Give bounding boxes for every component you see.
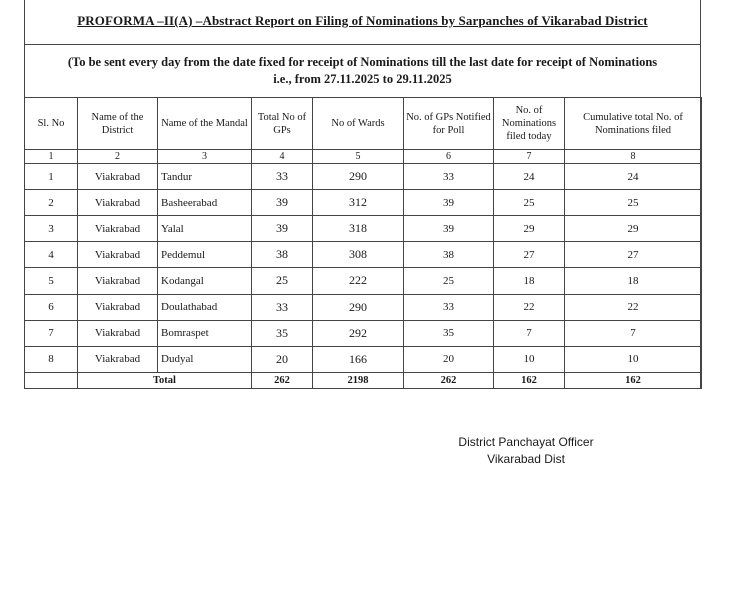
column-number: 4	[252, 150, 313, 164]
cell-gps-notified: 35	[404, 320, 494, 346]
column-number: 5	[313, 150, 404, 164]
cell-sl-no: 8	[25, 346, 78, 372]
cell-total-gps: 39	[252, 216, 313, 242]
column-number: 3	[158, 150, 252, 164]
signature-designation: District Panchayat Officer	[458, 435, 594, 449]
table-row	[25, 268, 702, 294]
subtitle-line-2: i.e., from 27.11.2025 to 29.11.2025	[273, 72, 452, 86]
cell-total-gps: 38	[252, 242, 313, 268]
total-row	[25, 372, 702, 388]
cell-mandal: Basheerabad	[158, 190, 252, 216]
cell-gps-notified: 20	[404, 346, 494, 372]
cell-total-gps: 20	[252, 346, 313, 372]
nominations-table	[24, 97, 702, 389]
cell-total-gps: 25	[252, 268, 313, 294]
cell-district: Viakrabad	[78, 346, 158, 372]
cell-sl-no: 6	[25, 294, 78, 320]
total-nominations-today: 162	[494, 372, 565, 388]
cell-cumulative: 25	[565, 190, 702, 216]
header-gps-notified: No. of GPs Notified for Poll	[404, 98, 494, 150]
header-district: Name of the District	[78, 98, 158, 150]
table-row	[25, 164, 702, 190]
cell-total-gps: 33	[252, 294, 313, 320]
cell-district: Viakrabad	[78, 164, 158, 190]
table-row	[25, 346, 702, 372]
cell-district: Viakrabad	[78, 294, 158, 320]
subtitle	[24, 54, 701, 88]
cell-mandal: Peddemul	[158, 242, 252, 268]
subtitle-line-1: (To be sent every day from the date fixed for receipt of Nominations till the last date for receipt of Nominations	[67, 55, 658, 69]
cell-sl-no: 4	[25, 242, 78, 268]
cell-gps-notified: 38	[404, 242, 494, 268]
cell-sl-no: 3	[25, 216, 78, 242]
cell-sl-no: 1	[25, 164, 78, 190]
cell-nominations-today: 18	[494, 268, 565, 294]
cell-sl-no: 5	[25, 268, 78, 294]
cell-nominations-today: 22	[494, 294, 565, 320]
cell-gps-notified: 39	[404, 216, 494, 242]
total-label: Total	[78, 372, 252, 388]
cell-wards: 166	[313, 346, 404, 372]
cell-gps-notified: 25	[404, 268, 494, 294]
column-number: 6	[404, 150, 494, 164]
total-cumulative: 162	[565, 372, 702, 388]
cell-mandal: Yalal	[158, 216, 252, 242]
cell-district: Viakrabad	[78, 320, 158, 346]
cell-wards: 290	[313, 164, 404, 190]
cell-sl-no: 2	[25, 190, 78, 216]
header-mandal: Name of the Mandal	[158, 98, 252, 150]
table-row	[25, 190, 702, 216]
column-number: 1	[25, 150, 78, 164]
header-total-gps: Total No of GPs	[252, 98, 313, 150]
header-wards: No of Wards	[313, 98, 404, 150]
cell-mandal: Tandur	[158, 164, 252, 190]
document-title: PROFORMA –II(A) –Abstract Report on Filing of Nominations by Sarpanches of Vikarabad District	[77, 13, 648, 28]
column-number: 2	[78, 150, 158, 164]
cell-cumulative: 18	[565, 268, 702, 294]
cell-total-gps: 39	[252, 190, 313, 216]
table-row	[25, 242, 702, 268]
cell-cumulative: 7	[565, 320, 702, 346]
signature-block	[436, 434, 616, 468]
signature-office: Vikarabad Dist	[487, 452, 565, 466]
cell-nominations-today: 7	[494, 320, 565, 346]
table-row	[25, 216, 702, 242]
table-row	[25, 320, 702, 346]
cell-cumulative: 27	[565, 242, 702, 268]
cell-wards: 318	[313, 216, 404, 242]
cell-mandal: Bomraspet	[158, 320, 252, 346]
header-row	[25, 98, 702, 150]
cell-district: Viakrabad	[78, 268, 158, 294]
cell-gps-notified: 33	[404, 294, 494, 320]
cell-wards: 308	[313, 242, 404, 268]
cell-mandal: Dudyal	[158, 346, 252, 372]
total-wards: 2198	[313, 372, 404, 388]
table-row	[25, 294, 702, 320]
cell-nominations-today: 27	[494, 242, 565, 268]
cell-nominations-today: 25	[494, 190, 565, 216]
cell-nominations-today: 24	[494, 164, 565, 190]
cell-nominations-today: 29	[494, 216, 565, 242]
cell-gps-notified: 39	[404, 190, 494, 216]
column-number: 8	[565, 150, 702, 164]
total-gps: 262	[252, 372, 313, 388]
cell-cumulative: 29	[565, 216, 702, 242]
header-nominations-today: No. of Nominations filed today	[494, 98, 565, 150]
title-row	[24, 0, 701, 45]
column-number-row	[25, 150, 702, 164]
cell-cumulative: 24	[565, 164, 702, 190]
cell-cumulative: 22	[565, 294, 702, 320]
cell-gps-notified: 33	[404, 164, 494, 190]
cell-cumulative: 10	[565, 346, 702, 372]
total-blank-cell	[25, 372, 78, 388]
cell-district: Viakrabad	[78, 216, 158, 242]
cell-nominations-today: 10	[494, 346, 565, 372]
column-number: 7	[494, 150, 565, 164]
header-sl-no: Sl. No	[25, 98, 78, 150]
total-gps-notified: 262	[404, 372, 494, 388]
cell-wards: 292	[313, 320, 404, 346]
cell-total-gps: 33	[252, 164, 313, 190]
cell-wards: 312	[313, 190, 404, 216]
cell-sl-no: 7	[25, 320, 78, 346]
cell-district: Viakrabad	[78, 242, 158, 268]
cell-district: Viakrabad	[78, 190, 158, 216]
cell-wards: 290	[313, 294, 404, 320]
header-cumulative: Cumulative total No. of Nominations filed	[565, 98, 702, 150]
cell-mandal: Kodangal	[158, 268, 252, 294]
cell-total-gps: 35	[252, 320, 313, 346]
cell-mandal: Doulathabad	[158, 294, 252, 320]
cell-wards: 222	[313, 268, 404, 294]
